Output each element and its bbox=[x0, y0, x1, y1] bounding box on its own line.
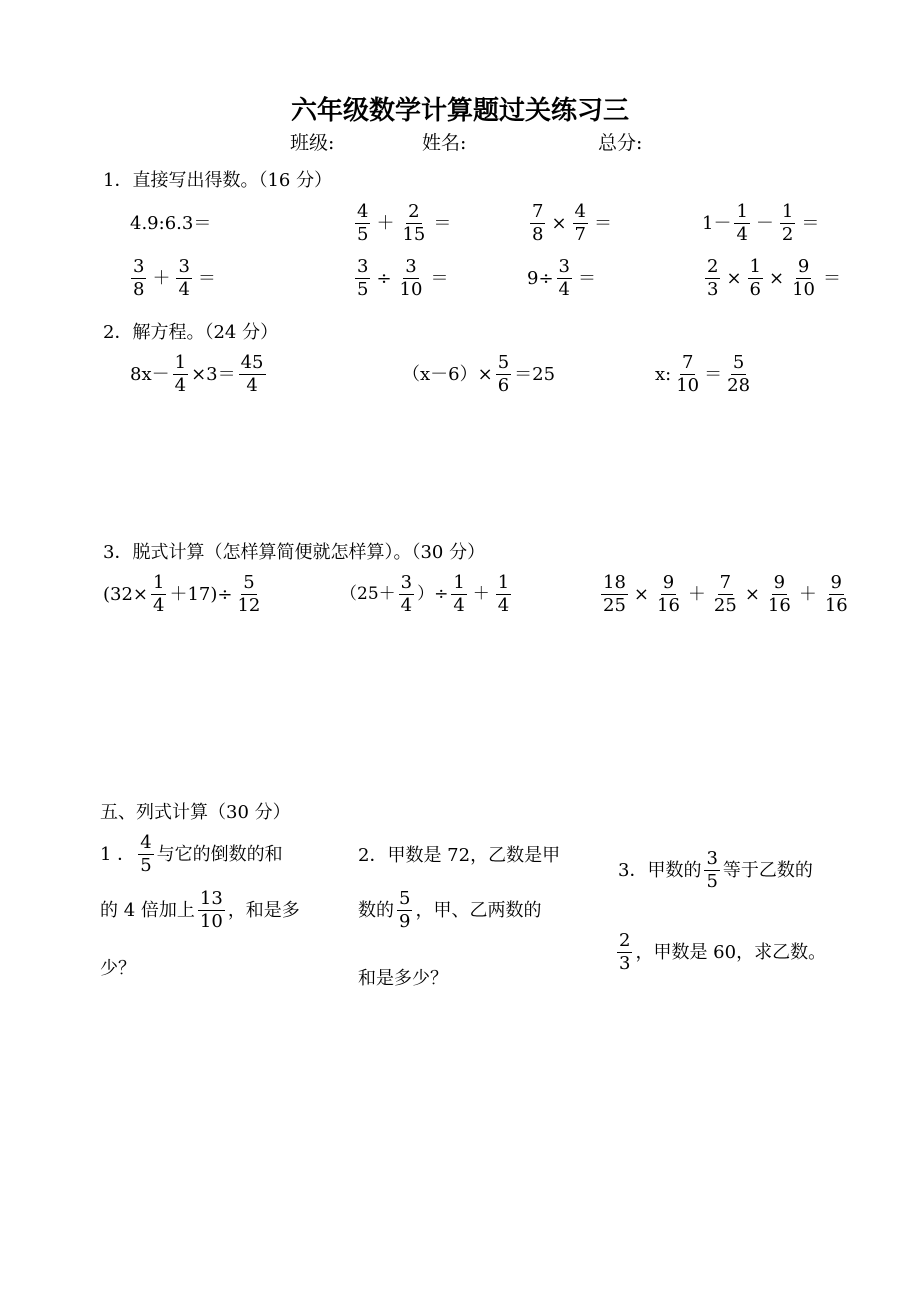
fraction: $\frac{9}{16}$ bbox=[657, 572, 680, 616]
calc-3-2: （25＋ $\frac{3}{4}$ ）÷ $\frac{1}{4}$ ＋ $\frac{1}{4}$ bbox=[340, 572, 510, 616]
fraction: $\frac{7}{8}$ bbox=[532, 201, 544, 245]
equation-2-1: 8x－ $\frac{1}{4}$ ×3＝ $\frac{45}{4}$ bbox=[130, 352, 264, 396]
problem-1-7: 9÷ $\frac{3}{4}$ ＝ bbox=[527, 256, 596, 300]
fraction: $\frac{7}{10}$ bbox=[676, 352, 700, 396]
fraction: $\frac{4}{5}$ bbox=[140, 832, 152, 876]
problem-1-2: $\frac{4}{5}$ ＋ $\frac{2}{15}$ ＝ bbox=[357, 201, 452, 245]
word-problem-2-line-1: 2．甲数是 72，乙数是甲 bbox=[358, 845, 561, 866]
problem-text: 4.9:6.3＝ bbox=[130, 213, 212, 234]
word-problem-1-line-1: 1 ． $\frac{4}{5}$ 与它的倒数的和 bbox=[100, 832, 283, 876]
fraction: $\frac{3}{4}$ bbox=[558, 256, 570, 300]
section-2-heading: 2．解方程。（24 分） bbox=[103, 322, 279, 343]
fraction: $\frac{5}{9}$ bbox=[399, 888, 411, 932]
word-problem-3-line-1: 3．甲数的 $\frac{3}{5}$ 等于乙数的 bbox=[618, 848, 813, 892]
fraction: $\frac{5}{28}$ bbox=[727, 352, 751, 396]
fraction: $\frac{4}{7}$ bbox=[574, 201, 586, 245]
fraction: $\frac{1}{4}$ bbox=[153, 572, 165, 616]
problem-1-6: $\frac{3}{5}$ ÷ $\frac{3}{10}$ ＝ bbox=[357, 256, 449, 300]
fraction: $\frac{3}{10}$ bbox=[399, 256, 423, 300]
score-label: 总分: bbox=[598, 132, 643, 154]
fraction: $\frac{4}{5}$ bbox=[357, 201, 369, 245]
word-problem-2-line-3: 和是多少？ bbox=[358, 968, 448, 989]
fraction: $\frac{3}{8}$ bbox=[133, 256, 145, 300]
word-problem-2-line-2: 数的 $\frac{5}{9}$ ，甲、乙两数的 bbox=[358, 888, 542, 932]
fraction: $\frac{13}{10}$ bbox=[199, 888, 223, 932]
name-label: 姓名: bbox=[422, 132, 467, 154]
fraction: $\frac{3}{5}$ bbox=[706, 848, 718, 892]
fraction: $\frac{1}{4}$ bbox=[497, 572, 510, 616]
section-1-heading: 1．直接写出得数。（16 分） bbox=[103, 170, 333, 191]
fraction: $\frac{18}{25}$ bbox=[603, 572, 626, 616]
fraction: $\frac{3}{4}$ bbox=[178, 256, 190, 300]
problem-1-3: $\frac{7}{8}$ × $\frac{4}{7}$ ＝ bbox=[532, 201, 612, 245]
fraction: $\frac{3}{4}$ bbox=[400, 572, 413, 616]
problem-1-8: $\frac{2}{3}$ × $\frac{1}{6}$ × $\frac{9}{10}$ ＝ bbox=[707, 256, 841, 300]
class-label: 班级: bbox=[290, 132, 335, 154]
fraction: $\frac{9}{10}$ bbox=[792, 256, 815, 300]
problem-1-1 bbox=[130, 204, 211, 244]
section-3-heading: 3．脱式计算（怎样算简便就怎样算）。（30 分） bbox=[103, 542, 486, 563]
fraction: $\frac{9}{16}$ bbox=[824, 572, 848, 616]
word-problem-3-line-2: $\frac{2}{3}$ ，甲数是 60，求乙数。 bbox=[619, 930, 827, 974]
fraction: $\frac{1}{2}$ bbox=[781, 201, 794, 245]
word-problem-1-line-2: 的 4 倍加上 $\frac{13}{10}$ ，和是多 bbox=[100, 888, 300, 932]
fraction: $\frac{1}{4}$ bbox=[736, 201, 748, 245]
equation-2-3: x: $\frac{7}{10}$ ＝ $\frac{5}{28}$ bbox=[655, 352, 751, 396]
fraction: $\frac{9}{16}$ bbox=[767, 572, 791, 616]
section-5-heading: 五、列式计算（30 分） bbox=[100, 802, 291, 823]
fraction: $\frac{7}{25}$ bbox=[713, 572, 737, 616]
page-title: 六年级数学计算题过关练习三 bbox=[290, 96, 629, 126]
fraction: $\frac{45}{4}$ bbox=[240, 352, 264, 396]
fraction: $\frac{2}{3}$ bbox=[707, 256, 719, 300]
fraction: $\frac{2}{3}$ bbox=[619, 930, 631, 974]
fraction: $\frac{1}{4}$ bbox=[174, 352, 187, 396]
calc-3-1: (32× $\frac{1}{4}$ ＋17)÷ $\frac{5}{12}$ bbox=[103, 572, 261, 616]
fraction: $\frac{5}{12}$ bbox=[237, 572, 261, 616]
fraction: $\frac{1}{4}$ bbox=[453, 572, 465, 616]
fraction: $\frac{1}{6}$ bbox=[749, 256, 761, 300]
fraction: $\frac{2}{15}$ bbox=[402, 201, 426, 245]
calc-3-3: $\frac{18}{25}$ × $\frac{9}{16}$ ＋ $\frac{7}{25}$ × $\frac{9}{16}$ ＋ $\frac{9}{16}$ bbox=[603, 572, 848, 616]
fraction: $\frac{5}{6}$ bbox=[497, 352, 510, 396]
problem-1-5: $\frac{3}{8}$ ＋ $\frac{3}{4}$ ＝ bbox=[133, 256, 216, 300]
equation-2-2: （x－6）× $\frac{5}{6}$ ＝25 bbox=[402, 352, 556, 396]
problem-1-4: 1－ $\frac{1}{4}$ － $\frac{1}{2}$ ＝ bbox=[702, 201, 820, 245]
word-problem-1-line-3: 少？ bbox=[100, 958, 136, 979]
fraction: $\frac{3}{5}$ bbox=[357, 256, 369, 300]
